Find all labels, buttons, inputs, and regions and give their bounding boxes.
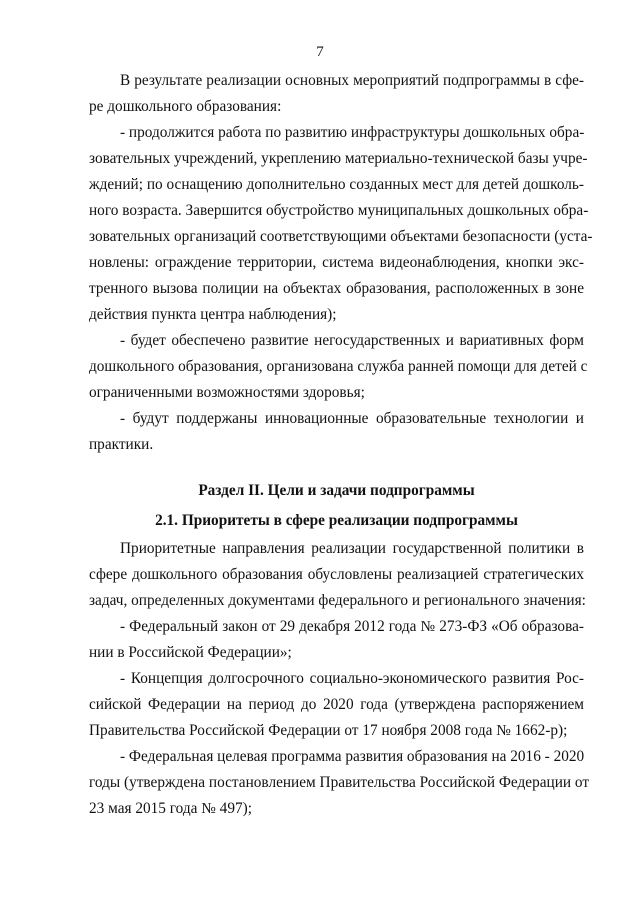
text-line: ждений; по оснащению дополнительно созданных мест для детей дошколь-	[89, 176, 584, 193]
text-line: годы (утверждена постановлением Правительства Российской Федерации от	[89, 774, 590, 791]
subsection-heading: 2.1. Приоритеты в сфере реализации подпрограммы	[155, 512, 518, 529]
text-line: 23 мая 2015 года № 497);	[89, 800, 252, 817]
text-line: зовательных учреждений, укреплению материально-технической базы учре-	[89, 150, 588, 167]
text-line: сфере дошкольного образования обусловлены реализацией стратегических	[89, 566, 584, 583]
text-line: новлены: ограждение территории, система видеонаблюдения, кнопки экс-	[89, 254, 584, 271]
text-line: В результате реализации основных мероприятий подпрограммы в сфе-	[120, 72, 584, 89]
text-line: нии в Российской Федерации»;	[89, 644, 292, 661]
text-line: действия пункта центра наблюдения);	[89, 306, 337, 323]
text-line: - будет обеспечено развитие негосударственных и вариативных форм	[120, 332, 584, 349]
section-heading: Раздел II. Цели и задачи подпрограммы	[198, 482, 475, 499]
page-number: 7	[316, 44, 324, 60]
text-line: задач, определенных документами федерального и регионального значения:	[89, 592, 586, 609]
text-line: - Федеральный закон от 29 декабря 2012 года № 273-ФЗ «Об образова-	[120, 618, 584, 635]
text-line: ограниченными возможностями здоровья;	[89, 384, 365, 401]
text-line: Приоритетные направления реализации государственной политики в	[120, 540, 584, 557]
text-line: Правительства Российской Федерации от 17 ноября 2008 года № 1662-р);	[89, 722, 568, 739]
text-line: ре дошкольного образования:	[89, 98, 282, 115]
text-line: тренного вызова полиции на объектах образования, расположенных в зоне	[89, 280, 584, 297]
text-line: - Концепция долгосрочного социально-экономического развития Рос-	[120, 670, 584, 687]
text-line: - Федеральная целевая программа развития образования на 2016 - 2020	[120, 748, 585, 765]
text-line: практики.	[89, 436, 154, 453]
text-line: - продолжится работа по развитию инфраструктуры дошкольных обра-	[120, 124, 585, 141]
text-line: ного возраста. Завершится обустройство муниципальных дошкольных обра-	[89, 202, 589, 219]
text-line: дошкольного образования, организована служба ранней помощи для детей с	[89, 358, 588, 375]
text-line: - будут поддержаны инновационные образовательные технологии и	[120, 410, 584, 427]
text-line: сийской Федерации на период до 2020 года (утверждена распоряжением	[89, 696, 584, 713]
text-line: зовательных организаций соответствующими объектами безопасности (уста-	[89, 228, 593, 245]
